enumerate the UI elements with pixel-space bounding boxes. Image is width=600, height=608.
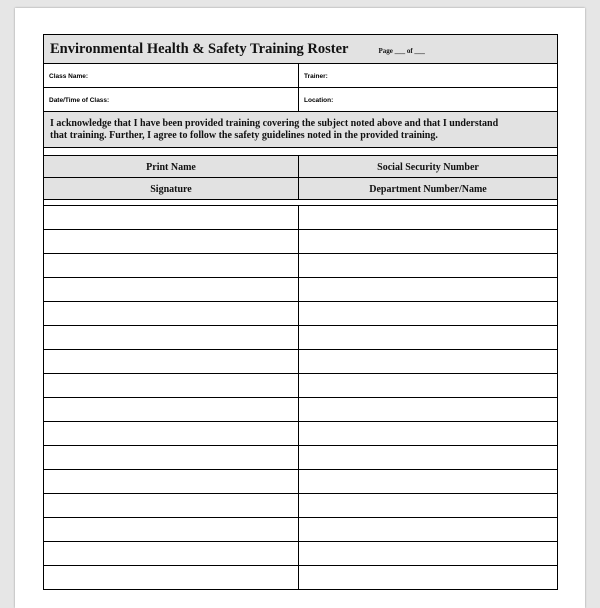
name-signature-cell[interactable] [44,302,299,325]
table-row [44,518,557,542]
roster-entries [44,206,557,590]
ssn-department-cell[interactable] [299,566,557,589]
name-signature-cell[interactable] [44,422,299,445]
name-signature-cell[interactable] [44,230,299,253]
table-row [44,494,557,518]
ssn-department-cell[interactable] [299,326,557,349]
ssn-department-cell[interactable] [299,542,557,565]
name-signature-cell[interactable] [44,542,299,565]
table-row [44,398,557,422]
page-number-label: Page ___ of ___ [378,46,425,55]
table-row [44,326,557,350]
table-row [44,254,557,278]
department-header: Department Number/Name [369,184,487,195]
date-location-row [44,88,557,112]
table-row [44,422,557,446]
name-signature-cell[interactable] [44,254,299,277]
ssn-department-cell[interactable] [299,254,557,277]
class-trainer-row [44,64,557,88]
acknowledgement-line-2: that training. Further, I agree to follow the safety guidelines noted in the provided training. [50,129,438,141]
ssn-department-cell[interactable] [299,422,557,445]
header-row-2 [44,178,557,200]
ssn-department-cell[interactable] [299,302,557,325]
name-signature-cell[interactable] [44,566,299,589]
ssn-department-cell[interactable] [299,350,557,373]
ssn-department-cell[interactable] [299,206,557,229]
table-row [44,374,557,398]
separator-row [44,148,557,156]
date-time-label: Date/Time of Class: [49,97,110,104]
ssn-department-cell[interactable] [299,446,557,469]
name-signature-cell[interactable] [44,206,299,229]
name-signature-cell[interactable] [44,446,299,469]
class-name-field[interactable] [44,64,299,87]
ssn-department-cell[interactable] [299,230,557,253]
table-row [44,350,557,374]
training-roster-form [43,34,558,590]
trainer-field[interactable] [299,64,557,87]
table-row [44,470,557,494]
ssn-department-cell[interactable] [299,278,557,301]
name-signature-cell[interactable] [44,278,299,301]
name-signature-cell[interactable] [44,350,299,373]
acknowledgement-statement [44,112,557,148]
name-signature-cell[interactable] [44,494,299,517]
table-row [44,302,557,326]
class-name-label: Class Name: [49,73,89,80]
ssn-department-cell[interactable] [299,398,557,421]
ssn-department-cell[interactable] [299,518,557,541]
title-row [44,35,557,64]
signature-header: Signature [44,178,299,199]
trainer-label: Trainer: [304,73,328,80]
table-row [44,206,557,230]
name-signature-cell[interactable] [44,374,299,397]
name-signature-cell[interactable] [44,326,299,349]
name-signature-cell[interactable] [44,518,299,541]
acknowledgement-line-1: I acknowledge that I have been provided training covering the subject noted above and that I understand [50,118,499,129]
ssn-department-cell[interactable] [299,494,557,517]
date-time-field[interactable] [44,88,299,111]
ssn-header: Social Security Number [377,162,479,173]
table-row [44,542,557,566]
table-row [44,566,557,590]
ssn-department-cell[interactable] [299,374,557,397]
location-field[interactable] [299,88,557,111]
name-signature-cell[interactable] [44,470,299,493]
table-row [44,278,557,302]
table-row [44,446,557,470]
header-row-1 [44,156,557,178]
print-name-header: Print Name [44,156,299,177]
form-title: Environmental Health & Safety Training Roster [50,40,349,57]
ssn-department-cell[interactable] [299,470,557,493]
location-label: Location: [304,97,334,104]
table-row [44,230,557,254]
name-signature-cell[interactable] [44,398,299,421]
document-page [15,8,585,608]
